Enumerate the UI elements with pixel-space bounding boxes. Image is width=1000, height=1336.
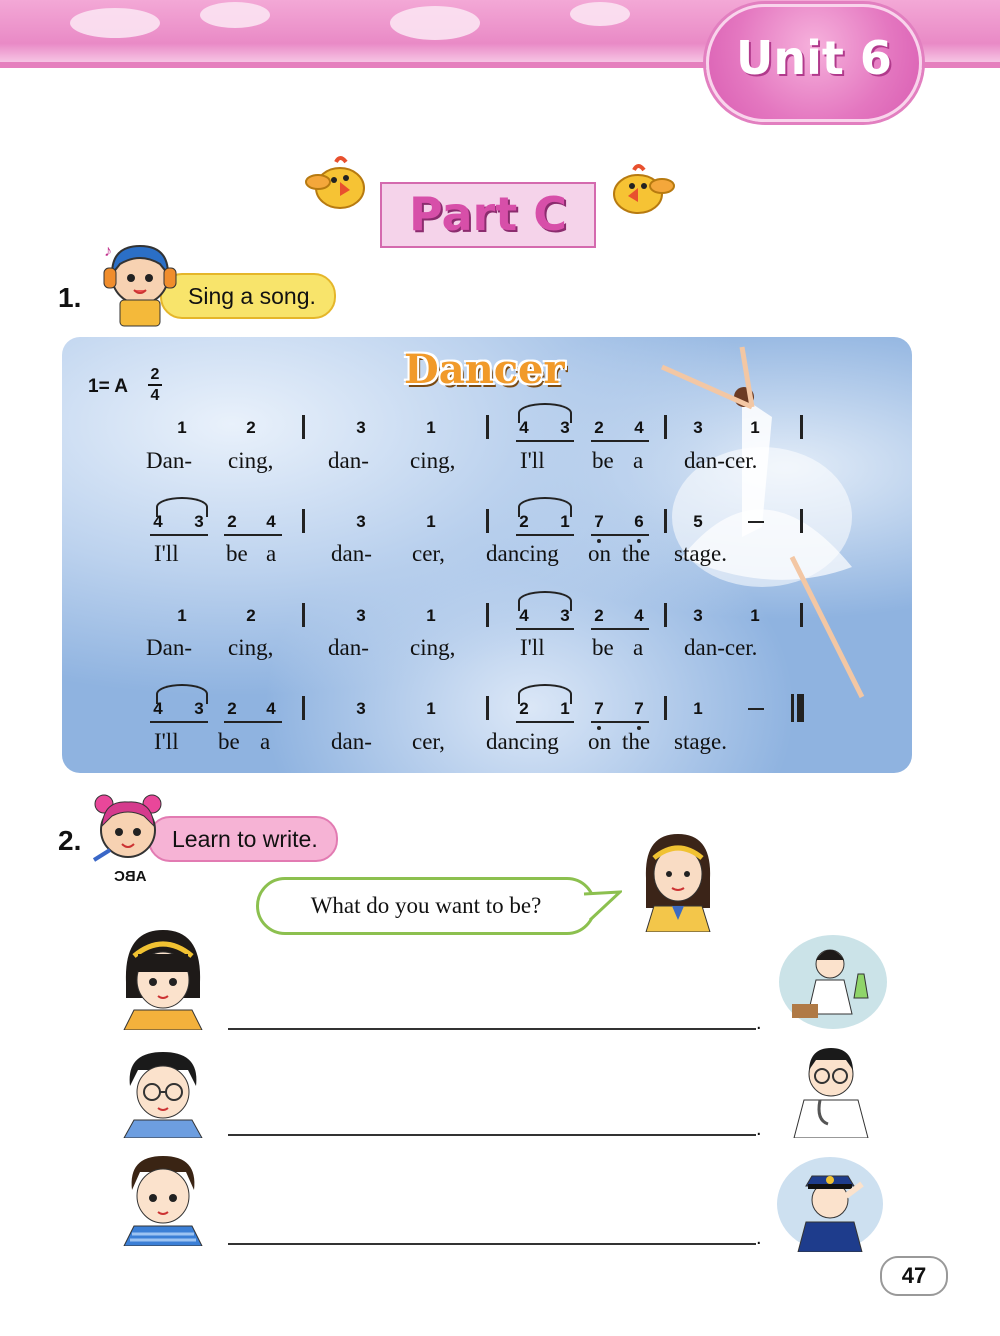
note: 3 <box>560 606 570 625</box>
note: 4 <box>153 512 163 531</box>
lyric: dancing <box>486 541 559 566</box>
lyric: cing, <box>228 448 274 473</box>
key-signature: 1= A <box>88 376 128 397</box>
section-label-text: Sing a song. <box>188 283 316 309</box>
boy-portrait <box>118 1150 208 1246</box>
hold-dash <box>748 708 764 710</box>
note: 2 <box>594 606 604 625</box>
svg-text:♪: ♪ <box>104 243 112 260</box>
note: 3 <box>356 606 366 625</box>
lyric: a <box>633 635 644 660</box>
part-banner <box>380 182 596 248</box>
underline <box>591 628 649 630</box>
section-number: 2. <box>58 825 82 856</box>
bar-line <box>302 415 305 439</box>
note: 3 <box>560 418 570 437</box>
answer-line[interactable] <box>228 1132 756 1136</box>
bar-line <box>486 509 489 533</box>
lyric: I'll <box>520 635 545 660</box>
note: 7 <box>594 512 604 531</box>
note: 1 <box>426 606 436 625</box>
answer-line[interactable] <box>228 1241 756 1245</box>
speech-bubble <box>256 877 596 935</box>
lyric: dan- <box>328 635 369 660</box>
note: 3 <box>356 699 366 718</box>
note: 1 <box>426 699 436 718</box>
lyric: stage. <box>674 729 728 754</box>
bird-icon <box>300 152 378 218</box>
cloud-decoration <box>390 6 480 40</box>
note: 7 <box>634 699 644 718</box>
note: 2 <box>246 606 256 625</box>
lyric: dan- <box>331 729 372 754</box>
bar-line <box>800 603 803 627</box>
final-barline <box>790 694 806 722</box>
cloud-decoration <box>70 8 160 38</box>
underline <box>516 628 574 630</box>
lyric: dan-cer. <box>684 448 758 473</box>
note: 2 <box>519 512 529 531</box>
time-signature-bottom: 4 <box>150 387 160 404</box>
lyric: dan-cer. <box>684 635 758 660</box>
period: . <box>756 1012 762 1034</box>
note: 4 <box>519 418 529 437</box>
note: 2 <box>594 418 604 437</box>
mascot-tag: ABC <box>114 868 147 885</box>
underline <box>516 534 574 536</box>
bar-line <box>486 415 489 439</box>
note: 4 <box>266 699 276 718</box>
part-title: Part C <box>409 187 567 241</box>
lyric: cing, <box>410 448 456 473</box>
note: 3 <box>356 512 366 531</box>
note: 4 <box>634 606 644 625</box>
lyric: Dan- <box>146 635 192 660</box>
bar-line <box>302 509 305 533</box>
lyric: cing, <box>410 635 456 660</box>
girl-portrait <box>636 828 720 932</box>
note: 6 <box>634 512 644 531</box>
bird-icon <box>600 160 680 222</box>
lyric: dan- <box>331 541 372 566</box>
bar-line <box>800 509 803 533</box>
lyric: a <box>266 541 277 566</box>
underline <box>224 534 282 536</box>
underline <box>516 721 574 723</box>
note: 1 <box>560 512 570 531</box>
lyric: I'll <box>520 448 545 473</box>
boy-with-glasses-portrait <box>118 1046 208 1138</box>
lyric: be <box>592 635 614 660</box>
lyric: be <box>592 448 614 473</box>
lyric: Dan- <box>146 448 192 473</box>
page-number: 47 <box>880 1256 948 1296</box>
scientist-icon <box>778 934 888 1030</box>
girl-portrait <box>118 926 208 1030</box>
underline <box>150 721 208 723</box>
note: 1 <box>426 512 436 531</box>
note: 2 <box>227 512 237 531</box>
lyric: dan- <box>328 448 369 473</box>
section-label-text: Learn to write. <box>172 826 318 852</box>
note: 3 <box>356 418 366 437</box>
lyric: cer, <box>412 729 445 754</box>
note: 3 <box>194 512 204 531</box>
underline <box>591 721 649 723</box>
lyric: stage. <box>674 541 728 566</box>
note: 2 <box>519 699 529 718</box>
lyric: on <box>588 729 611 754</box>
note: 2 <box>246 418 256 437</box>
note: 4 <box>266 512 276 531</box>
hold-dash <box>748 521 764 523</box>
cloud-decoration <box>570 2 630 26</box>
bar-line <box>664 415 667 439</box>
note: 2 <box>227 699 237 718</box>
cloud-decoration <box>200 2 270 28</box>
section-label <box>148 816 338 862</box>
bar-line <box>664 509 667 533</box>
period: . <box>756 1227 762 1249</box>
period: . <box>756 1118 762 1140</box>
underline <box>591 440 649 442</box>
police-officer-icon <box>776 1156 884 1252</box>
note: 1 <box>177 418 187 437</box>
lyric: a <box>260 729 271 754</box>
unit-label: Unit 6 <box>736 31 892 85</box>
underline <box>224 721 282 723</box>
lyric: cer, <box>412 541 445 566</box>
bar-line <box>302 696 305 720</box>
bar-line <box>664 603 667 627</box>
unit-badge <box>706 4 922 122</box>
note: 1 <box>426 418 436 437</box>
time-signature <box>148 366 162 404</box>
time-signature-top: 2 <box>150 366 160 383</box>
note: 4 <box>519 606 529 625</box>
lyric: the <box>622 541 651 566</box>
underline <box>591 534 649 536</box>
lyric: the <box>622 729 651 754</box>
note: 3 <box>194 699 204 718</box>
lyric: I'll <box>154 729 179 754</box>
lyric: I'll <box>154 541 179 566</box>
bar-line <box>800 415 803 439</box>
note: 7 <box>594 699 604 718</box>
singer-mascot-icon <box>98 240 180 328</box>
note: 3 <box>693 606 703 625</box>
lyric: cing, <box>228 635 274 660</box>
note: 1 <box>560 699 570 718</box>
bar-line <box>302 603 305 627</box>
lyric: a <box>633 448 644 473</box>
lyric: on <box>588 541 611 566</box>
section-number: 1. <box>58 282 82 313</box>
speech-bubble-tail <box>582 890 622 924</box>
note: 1 <box>177 606 187 625</box>
answer-line[interactable] <box>228 1026 756 1030</box>
note: 1 <box>750 418 760 437</box>
song-title: Dancer <box>404 346 565 393</box>
note: 3 <box>693 418 703 437</box>
note: 4 <box>153 699 163 718</box>
lyric: be <box>226 541 248 566</box>
note: 4 <box>634 418 644 437</box>
underline <box>150 534 208 536</box>
note: 5 <box>693 512 703 531</box>
lyric: dancing <box>486 729 559 754</box>
lyric: be <box>218 729 240 754</box>
note: 1 <box>750 606 760 625</box>
bar-line <box>486 696 489 720</box>
bar-line <box>664 696 667 720</box>
note: 1 <box>693 699 703 718</box>
underline <box>516 440 574 442</box>
speech-bubble-text: What do you want to be? <box>310 893 542 918</box>
doctor-icon <box>776 1040 886 1138</box>
bar-line <box>486 603 489 627</box>
section-label <box>160 273 336 319</box>
